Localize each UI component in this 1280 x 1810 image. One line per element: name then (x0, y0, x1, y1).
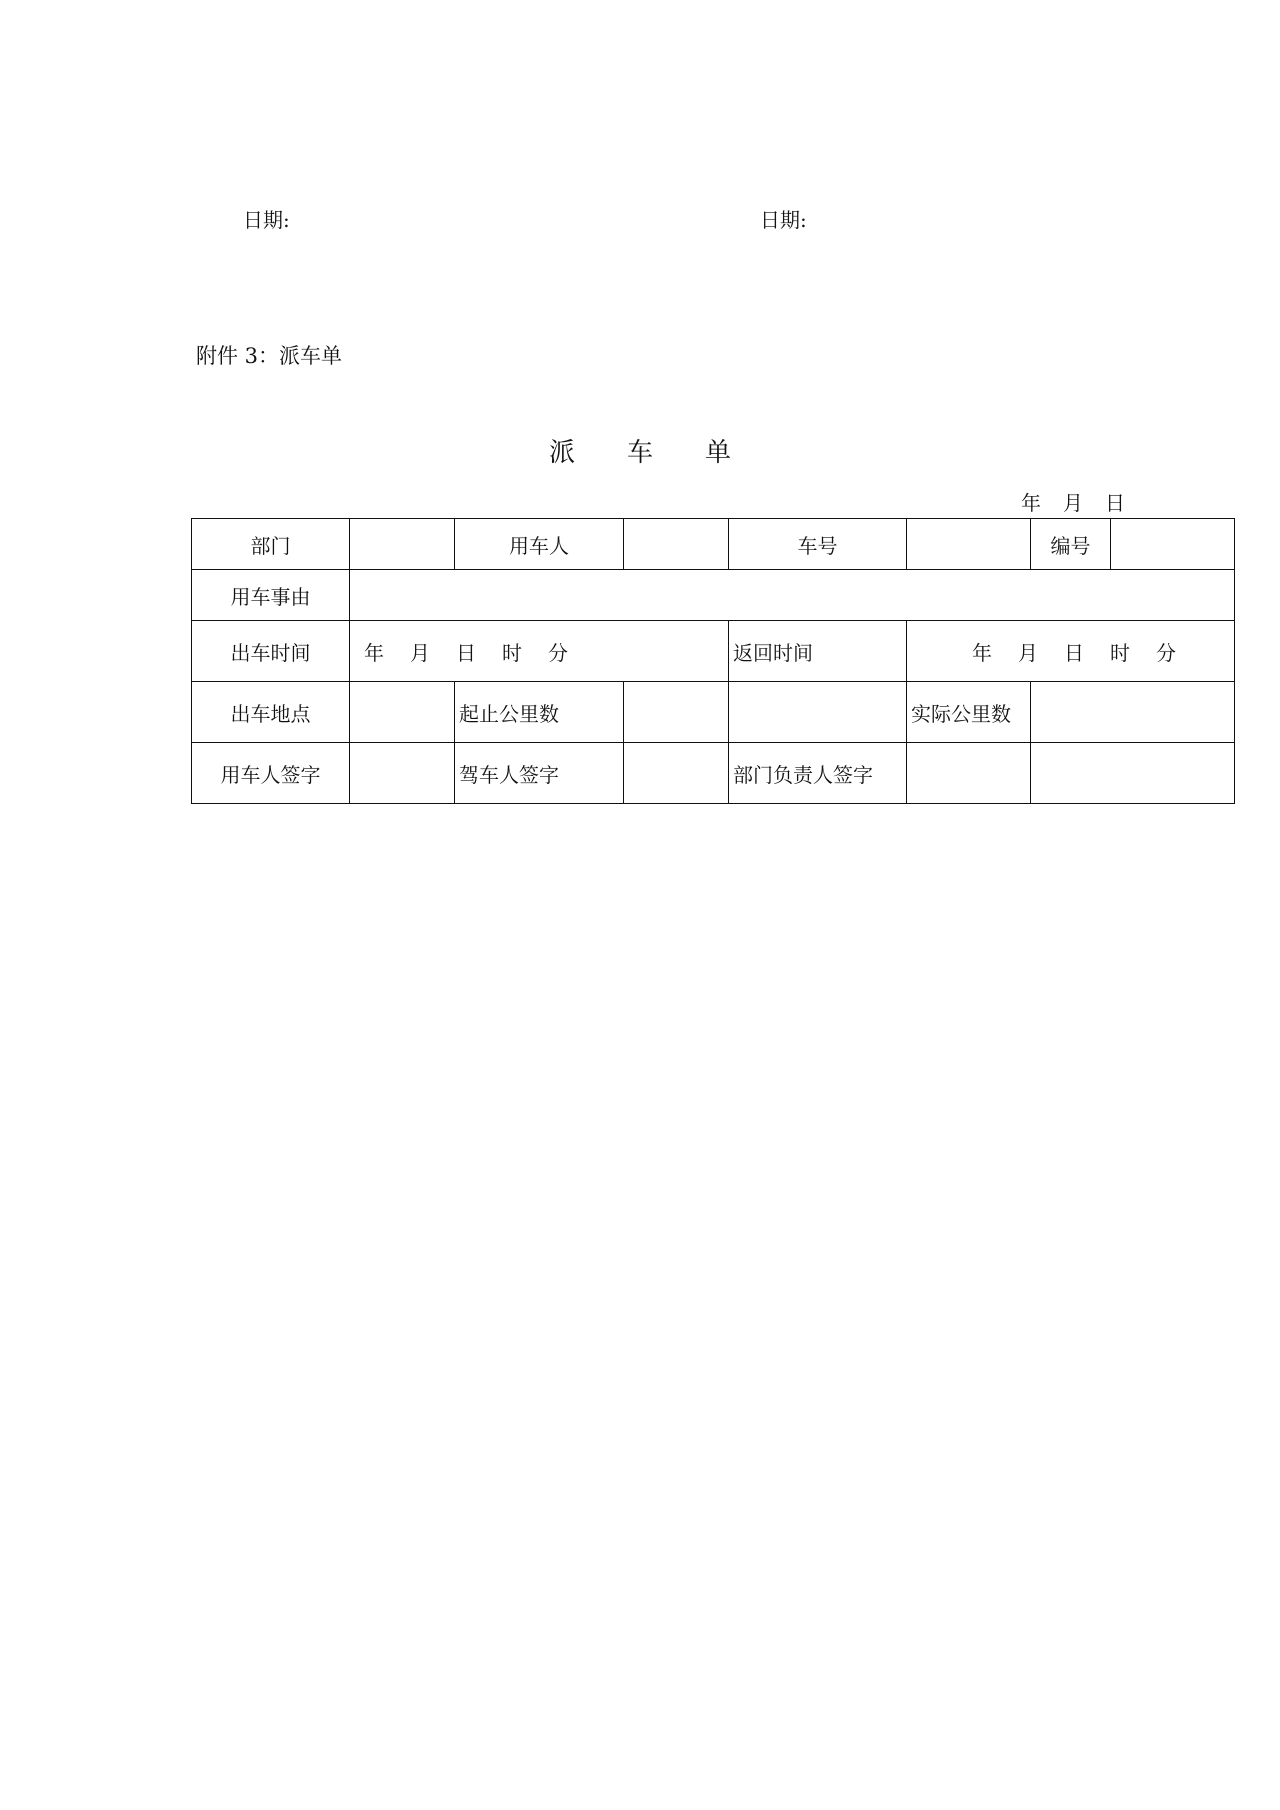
table-row (192, 682, 1235, 743)
table-row (192, 570, 1235, 621)
actual-km-label-cell: 实际公里数 (907, 682, 1031, 743)
table-row (192, 621, 1235, 682)
dept-value-field[interactable] (350, 519, 455, 570)
return-time-field[interactable] (907, 621, 1235, 682)
dispatch-form-table (191, 518, 1235, 804)
table-row (192, 743, 1235, 804)
table-row (192, 519, 1235, 570)
depart-time-field[interactable] (350, 621, 729, 682)
depart-time-label-cell: 出车时间 (192, 621, 350, 682)
date-right-label: 日期: (760, 208, 807, 232)
car-no-label-cell: 车号 (729, 519, 907, 570)
attachment-label: 附件 3：派车单 (196, 344, 343, 368)
dept-head-sign-extra-field[interactable] (1031, 743, 1235, 804)
return-time-hour: 时 (1110, 640, 1130, 665)
start-end-km-value-field[interactable] (624, 682, 729, 743)
return-time-day: 日 (1064, 640, 1084, 665)
title-char-3: 单 (705, 438, 732, 468)
form-title (0, 432, 1280, 469)
user-value-field[interactable] (624, 519, 729, 570)
form-date-year: 年 (1021, 491, 1041, 515)
reason-label-cell: 用车事由 (192, 570, 350, 621)
user-label-cell: 用车人 (455, 519, 624, 570)
depart-time-hour: 时 (502, 640, 522, 665)
dept-label-cell: 部门 (192, 519, 350, 570)
serial-value-field[interactable] (1111, 519, 1235, 570)
date-left-label: 日期: (243, 208, 290, 232)
actual-km-value-field[interactable] (1031, 682, 1235, 743)
dept-head-sign-value-field[interactable] (907, 743, 1031, 804)
depart-time-minute: 分 (548, 640, 568, 665)
return-time-year: 年 (972, 640, 992, 665)
return-time-month: 月 (1018, 640, 1038, 665)
return-time-label-cell: 返回时间 (729, 621, 907, 682)
return-time-minute: 分 (1156, 640, 1176, 665)
reason-value-field[interactable] (350, 570, 1235, 621)
driver-sign-value-field[interactable] (624, 743, 729, 804)
start-end-km-label-cell: 起止公里数 (455, 682, 624, 743)
depart-time-day: 日 (456, 640, 476, 665)
title-char-2: 车 (626, 438, 653, 468)
driver-sign-label-cell: 驾车人签字 (455, 743, 624, 804)
dept-head-sign-label-cell: 部门负责人签字 (729, 743, 907, 804)
depart-time-year: 年 (364, 640, 384, 665)
user-sign-label-cell: 用车人签字 (192, 743, 350, 804)
user-sign-value-field[interactable] (350, 743, 455, 804)
depart-place-value-field[interactable] (350, 682, 455, 743)
start-end-km-extra-field[interactable] (729, 682, 907, 743)
car-no-value-field[interactable] (907, 519, 1031, 570)
depart-time-month: 月 (410, 640, 430, 665)
title-char-1: 派 (548, 438, 575, 468)
form-date (1021, 487, 1147, 516)
serial-label-cell: 编号 (1031, 519, 1111, 570)
depart-place-label-cell: 出车地点 (192, 682, 350, 743)
form-date-day: 日 (1105, 491, 1125, 515)
form-date-month: 月 (1063, 491, 1083, 515)
